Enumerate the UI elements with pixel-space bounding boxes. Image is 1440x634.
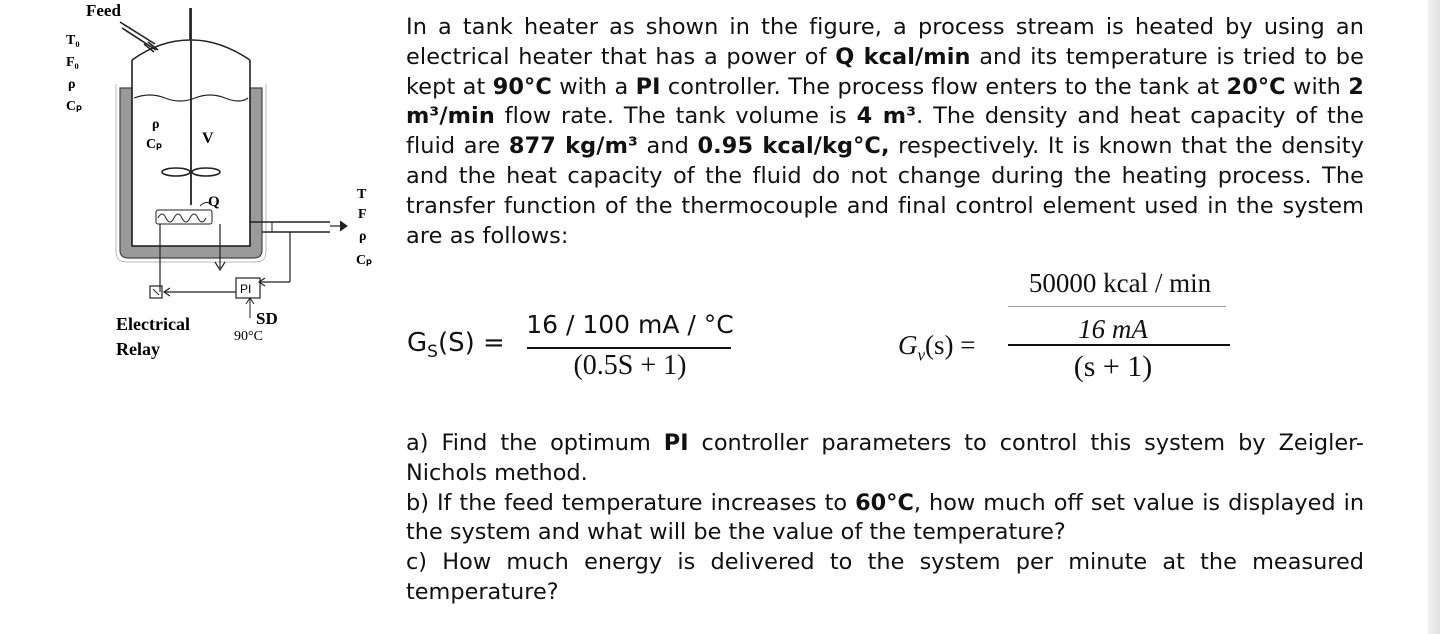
relay-label-1: Electrical: [116, 314, 190, 334]
relay-label-2: Relay: [116, 339, 160, 359]
svg-text:Cₚ: Cₚ: [146, 137, 163, 152]
gv-top-label: 50000 kcal / min: [1028, 268, 1212, 298]
gv-denominator: (s + 1): [1073, 350, 1153, 383]
page-edge: [1428, 0, 1440, 634]
svg-text:T₀: T₀: [66, 33, 80, 48]
gv-numerator: 16 mA: [1078, 314, 1148, 344]
gv-fraction-bar: [1008, 344, 1230, 346]
gv-top-bar: [1008, 306, 1226, 307]
svg-text:Cₚ: Cₚ: [66, 99, 83, 114]
gv-label: $G_v(s)$ =: [898, 330, 976, 365]
question-c: c) How much energy is delivered to the system per minute at the measured temperature?: [406, 549, 1364, 605]
heater-q-label: Q: [208, 194, 220, 210]
svg-text:Cₚ: Cₚ: [356, 253, 373, 268]
impeller-right: [192, 168, 220, 176]
tank-top-left: [132, 8, 190, 60]
volume-label: V: [202, 130, 214, 147]
impeller-left: [162, 168, 190, 176]
tank-heater-figure: [60, 0, 400, 380]
svg-text:ρ: ρ: [359, 229, 367, 244]
svg-text:ρ: ρ: [152, 117, 160, 132]
feed-pipe-line: [120, 22, 155, 44]
gs-numerator: 16 / 100 mA / °C: [526, 310, 734, 339]
svg-text:F₀: F₀: [66, 55, 79, 70]
gs-denominator: (0.5S + 1): [573, 350, 687, 381]
gs-label: $G_S(S)$ =: [407, 328, 505, 363]
questions: [406, 429, 1364, 608]
tank-variables: [146, 117, 162, 152]
feed-pipe-line-2: [122, 28, 156, 50]
svg-text:ρ: ρ: [68, 77, 76, 92]
setpoint-value: 90°C: [234, 329, 263, 344]
pi-label: PI: [240, 282, 252, 296]
setpoint-label: SD: [256, 309, 278, 328]
problem-statement: In a tank heater as shown in the figure, a process stream is heated by using an electrical heater that has a power of Q kcal/min and its temperature is tried to be kept at 90°C with a PI controller. The process flow enters to the tank at 20°C with 2 m³/min flow rate. The tank volume is 4 m³. The density and heat capacity of the fluid are 877 kg/m³ and 0.95 kcal/kg°C, respectively. It is known that the density and the heat capacity of the fluid do not change during the heating process. The transfer function of the thermocouple and final control element used in the system are as follows:: [406, 14, 1365, 249]
tank-diagram: [60, 0, 400, 380]
thermocouple-transfer-function: [407, 304, 737, 394]
tank-top-right: [192, 40, 250, 60]
svg-text:F: F: [358, 207, 367, 222]
svg-text:T: T: [357, 187, 367, 202]
gs-fraction-bar: [527, 347, 731, 349]
question-b: b) If the feed temperature increases to 60°C, how much off set value is displayed in the system and what will be the value of the temperature?: [406, 489, 1365, 546]
heater-coil: [158, 214, 206, 222]
feed-label: Feed: [86, 1, 121, 20]
question-a: a) Find the optimum PI controller parameters to control this system by Zeigler-Nichols method.: [406, 430, 1364, 486]
inlet-variables: [66, 33, 82, 114]
final-control-element-transfer-function: [898, 262, 1238, 394]
outlet-variables: [356, 187, 372, 268]
